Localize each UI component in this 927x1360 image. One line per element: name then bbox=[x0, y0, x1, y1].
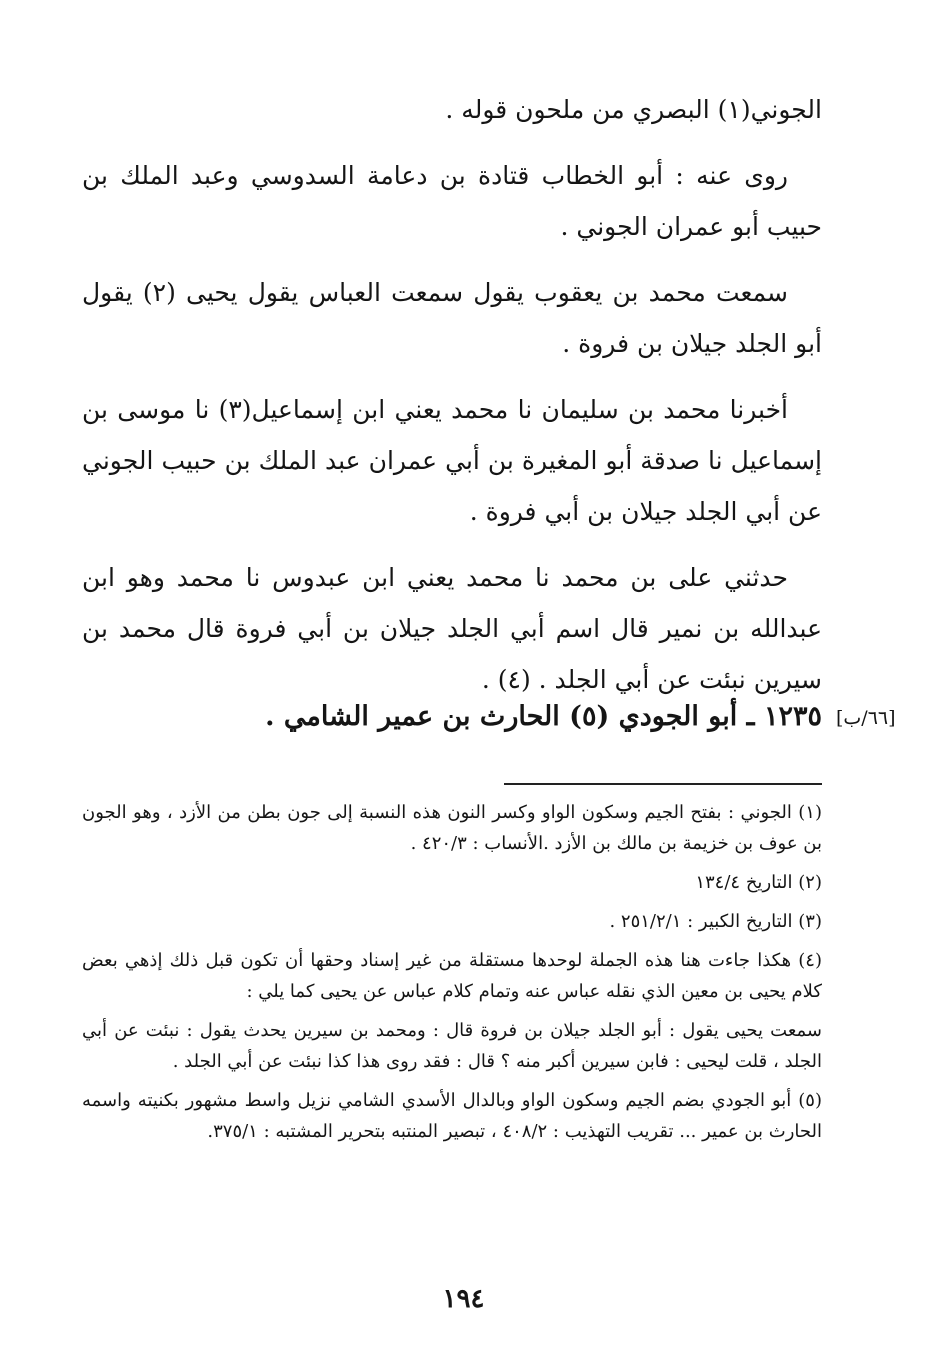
footnote-1: (١) الجوني : بفتح الجيم وسكون الواو وكسر النون هذه النسبة إلى جون بطن من الأزد ، وهو الجون بن عوف بن خزيمة بن مالك بن الأزد .الأنساب : ٤٢٠/٣ . bbox=[82, 802, 822, 854]
footnote-4-continuation: سمعت يحيى يقول : أبو الجلد جيلان بن فروة قال : ومحمد بن سيرين يحدث يقول : نبئت عن أبي الجلد ، قلت ليحيى : فابن سيرين أكبر منه ؟ قال : فقد روى هذا كذا نبئت عن أبي الجلد . bbox=[82, 1020, 822, 1072]
footnote-divider bbox=[504, 783, 822, 785]
page-number: ١٩٤ bbox=[442, 1284, 485, 1314]
paragraph-2: روى عنه : أبو الخطاب قتادة بن دعامة السدوسي وعبد الملك بن حبيب أبو عمران الجوني . bbox=[82, 161, 822, 241]
footnote-2: (٢) التاريخ ١٣٤/٤ bbox=[695, 872, 822, 893]
folio-marker: [٦٦/ب] bbox=[836, 707, 896, 729]
paragraph-5: حدثني على بن محمد نا محمد يعني ابن عبدوس نا محمد وهو ابن عبدالله بن نمير قال اسم أبي الجلد جيلان بن أبي فروة قال محمد بن سيرين نبئت عن أبي الجلد . (٤) . bbox=[82, 563, 822, 694]
paragraph-3: سمعت محمد بن يعقوب يقول سمعت العباس يقول يحيى (٢) يقول أبو الجلد جيلان بن فروة . bbox=[82, 278, 822, 358]
footnote-3: (٣) التاريخ الكبير : ٢٥١/٢/١ . bbox=[609, 911, 822, 932]
footnote-5: (٥) أبو الجودي بضم الجيم وسكون الواو وبالدال الأسدي الشامي نزيل واسط مشهور بكنيته واسمه الحارث بن عمير ... تقريب التهذيب : ٤٠٨/٢ ، تبصير المنتبه بتحرير المشتبه : ٣٧٥/١. bbox=[82, 1090, 822, 1142]
footnotes bbox=[82, 797, 822, 1155]
paragraph-4: أخبرنا محمد بن سليمان نا محمد يعني ابن إسماعيل(٣) نا موسى بن إسماعيل نا صدقة أبو المغيرة بن أبي عمران عبد الملك بن حبيب الجوني عن أبي الجلد جيلان بن أبي فروة . bbox=[82, 395, 822, 526]
entry-heading bbox=[82, 692, 822, 742]
footnote-4: (٤) هكذا جاءت هنا هذه الجملة لوحدها مستقلة من غير إسناد وحقها أن تكون قبل ذلك إذهي بعض كلام يحيى بن معين الذي نقله عباس عنه وتمام كلام عباس عن يحيى كما يلي : bbox=[82, 950, 822, 1002]
main-text bbox=[82, 84, 822, 720]
paragraph-1: الجوني(١) البصري من ملحون قوله . bbox=[445, 95, 822, 124]
entry-title: ١٢٣٥ ـ أبو الجودي (٥) الحارث بن عمير الشامي . bbox=[265, 701, 822, 732]
